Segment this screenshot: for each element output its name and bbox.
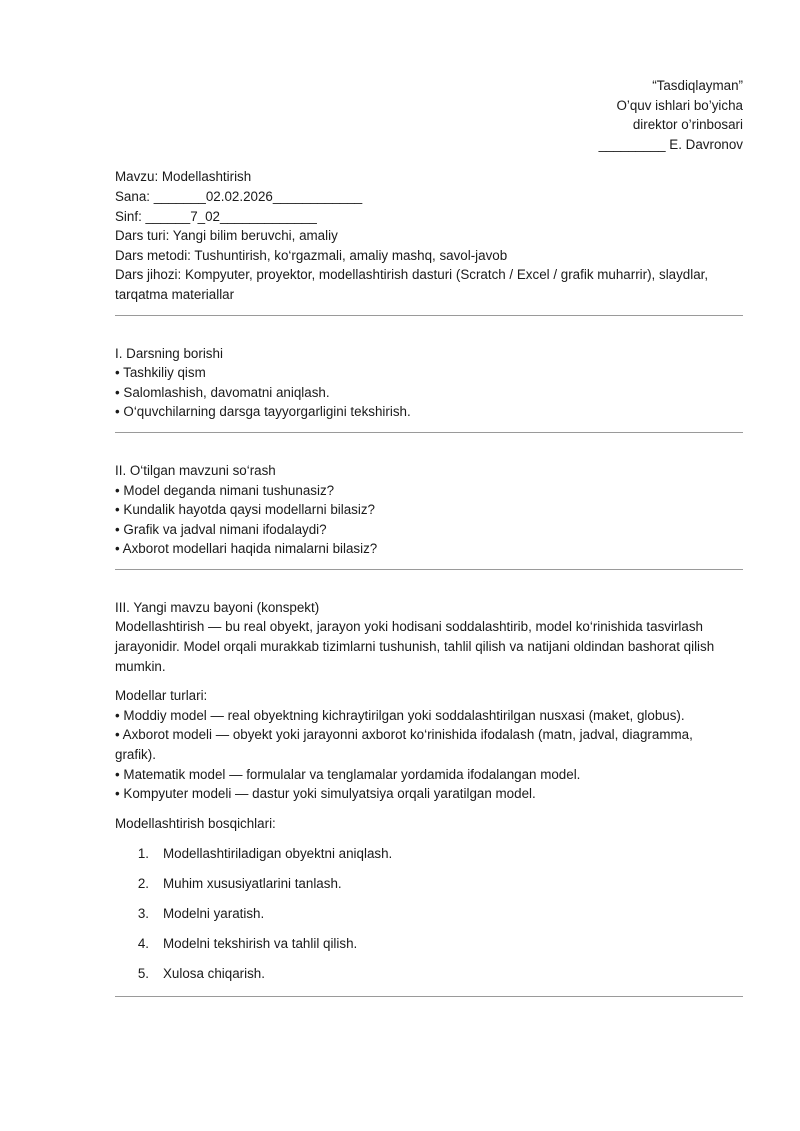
step-item	[115, 904, 743, 934]
list-item: • Axborot modeli — obyekt yoki jarayonni axborot ko‘rinishida ifodalash (matn, jadval, diagramma,	[115, 727, 693, 743]
step-text: Modelni tekshirish va tahlil qilish.	[163, 936, 358, 952]
divider	[115, 996, 743, 997]
lesson-grade: Sinf: ______7_02_____________	[115, 208, 317, 224]
step-item	[115, 844, 743, 874]
list-item: • Kompyuter modeli — dastur yoki simulyatsiya orqali yaratilgan model.	[115, 786, 536, 802]
step-number: 4.	[137, 936, 149, 952]
lesson-date: Sana: _______02.02.2026____________	[115, 188, 363, 204]
approval-signature: _________ E. Davronov	[598, 136, 743, 152]
approval-line-2: O’quv ishlari bo’yicha	[616, 97, 743, 113]
section-lesson-flow	[115, 344, 743, 422]
steps-heading: Modellashtirish bosqichlari:	[115, 815, 276, 831]
section-heading: I. Darsning borishi	[115, 345, 223, 361]
lesson-equipment-line-1: Dars jihozi: Kompyuter, proyektor, modellashtirish dasturi (Scratch / Excel / grafik muharrir), slaydlar,	[115, 267, 709, 283]
model-types-heading: Modellar turlari:	[115, 688, 208, 704]
lesson-equipment-line-2: tarqatma materiallar	[115, 286, 235, 302]
step-text: Xulosa chiqarish.	[163, 966, 265, 982]
list-item: • Grafik va jadval nimani ifodalaydi?	[115, 521, 327, 537]
step-number: 3.	[137, 906, 149, 922]
intro-line: jarayonidir. Model orqali murakkab tizimlarni tushunish, tahlil qilish va natijani oldindan bashorat qilish	[115, 639, 715, 655]
list-item: • O‘quvchilarning darsga tayyorgarligini tekshirish.	[115, 404, 411, 420]
step-item	[115, 964, 743, 994]
list-item-continuation: grafik).	[115, 747, 156, 763]
lesson-topic: Mavzu: Modellashtirish	[115, 169, 252, 185]
section-heading: II. O‘tilgan mavzuni so‘rash	[115, 462, 276, 478]
step-item	[115, 874, 743, 904]
step-text: Modelni yaratish.	[163, 906, 265, 922]
lesson-type: Dars turi: Yangi bilim beruvchi, amaliy	[115, 228, 338, 244]
list-item: • Model deganda nimani tushunasiz?	[115, 482, 335, 498]
list-item: • Salomlashish, davomatni aniqlash.	[115, 384, 330, 400]
intro-line: mumkin.	[115, 658, 166, 674]
step-number: 2.	[137, 876, 149, 892]
step-number: 5.	[137, 966, 149, 982]
lesson-info	[115, 167, 743, 304]
section-heading: III. Yangi mavzu bayoni (konspekt)	[115, 599, 320, 615]
document-page	[115, 76, 743, 997]
list-item: • Kundalik hayotda qaysi modellarni bilasiz?	[115, 502, 375, 518]
approval-line-3: direktor o’rinbosari	[632, 117, 743, 133]
step-number: 1.	[137, 846, 149, 862]
step-item	[115, 934, 743, 964]
list-item: • Tashkiliy qism	[115, 365, 206, 381]
approval-block	[115, 76, 743, 154]
lesson-method: Dars metodi: Tushuntirish, ko‘rgazmali, amaliy mashq, savol-javob	[115, 247, 508, 263]
step-text: Modellashtiriladigan obyektni aniqlash.	[163, 846, 393, 862]
section-new-topic	[115, 598, 743, 995]
list-item: • Axborot modellari haqida nimalarni bilasiz?	[115, 541, 378, 557]
section-review	[115, 461, 743, 559]
list-item: • Matematik model — formulalar va tenglamalar yordamida ifodalangan model.	[115, 766, 581, 782]
step-text: Muhim xususiyatlarini tanlash.	[163, 876, 342, 892]
approval-title: “Tasdiqlayman”	[652, 78, 743, 93]
list-item: • Moddiy model — real obyektning kichraytirilgan yoki soddalashtirilgan nusxasi (maket, globus).	[115, 707, 685, 723]
steps-list	[115, 844, 743, 994]
intro-line: Modellashtirish — bu real obyekt, jarayon yoki hodisani soddalashtirib, model ko‘rinishida tasvirlash	[115, 619, 703, 635]
